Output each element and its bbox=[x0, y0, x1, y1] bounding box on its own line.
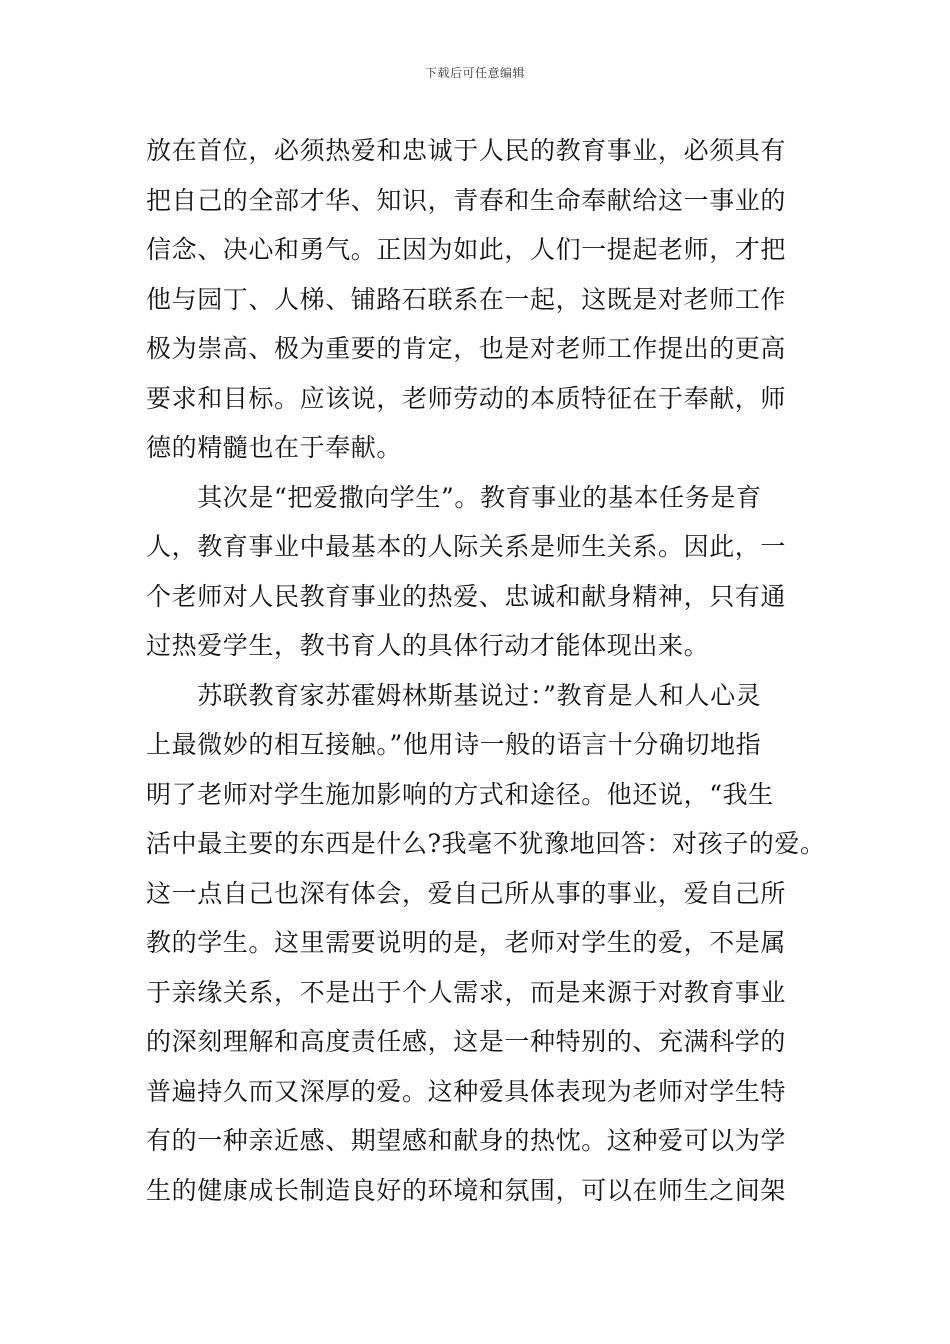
text-line: 极为崇高、极为重要的肯定，也是对老师工作提出的更高 bbox=[146, 334, 787, 363]
text-line: 明了老师对学生施加影响的方式和途径。他还说，“我生 bbox=[146, 779, 774, 809]
text-line: 于亲缘关系，不是出于个人需求，而是来源于对教育事业 bbox=[146, 977, 787, 1007]
text-line: 他与园丁、人梯、铺路石联系在一起，这既是对老师工作 bbox=[146, 284, 787, 314]
page-header-note: 下载后可任意编辑 bbox=[424, 66, 525, 80]
text-line: 过热爱学生，教书育人的具体行动才能体现出来。 bbox=[146, 631, 710, 660]
paragraph-start-line: 其次是“把爱撒向学生”。教育事业的基本任务是育 bbox=[146, 482, 762, 512]
text-line: 普遍持久而又深厚的爱。这种爱具体表现为老师对学生特 bbox=[146, 1076, 787, 1106]
text-line: 个老师对人民教育事业的热爱、忠诚和献身精神，只有通 bbox=[146, 581, 787, 611]
text-line: 教的学生。这里需要说明的是，老师对学生的爱，不是属 bbox=[146, 928, 787, 957]
text-line: 生的健康成长制造良好的环境和氛围，可以在师生之间架 bbox=[146, 1175, 787, 1205]
text-line: 放在首位，必须热爱和忠诚于人民的教育事业，必须具有 bbox=[146, 136, 787, 165]
text-line: 有的一种亲近感、期望感和献身的热忱。这种爱可以为学 bbox=[146, 1126, 787, 1155]
text-line: 活中最主要的东西是什么?我毫不犹豫地回答：对孩子的爱。 bbox=[146, 829, 826, 858]
text-line: 这一点自己也深有体会，爱自己所从事的事业，爱自己所 bbox=[146, 878, 787, 908]
text-line: 人，教育事业中最基本的人际关系是师生关系。因此，一 bbox=[146, 532, 787, 561]
text-line: 的深刻理解和高度责任感，这是一种特别的、充满科学的 bbox=[146, 1027, 787, 1056]
body-text bbox=[146, 126, 826, 1215]
text-line: 信念、决心和勇气。正因为如此，人们一提起老师，才把 bbox=[146, 235, 787, 264]
text-line: 上最微妙的相互接触。”他用诗一般的语言十分确切地指 bbox=[146, 730, 762, 759]
text-line: 德的精髓也在于奉献。 bbox=[146, 433, 403, 462]
text-line: 要求和目标。应该说，老师劳动的本质特征在于奉献，师 bbox=[146, 383, 787, 413]
paragraph-start-line: 苏联教育家苏霍姆林斯基说过：”教育是人和人心灵 bbox=[146, 680, 762, 710]
text-line: 把自己的全部才华、知识，青春和生命奉献给这一事业的 bbox=[146, 185, 787, 215]
